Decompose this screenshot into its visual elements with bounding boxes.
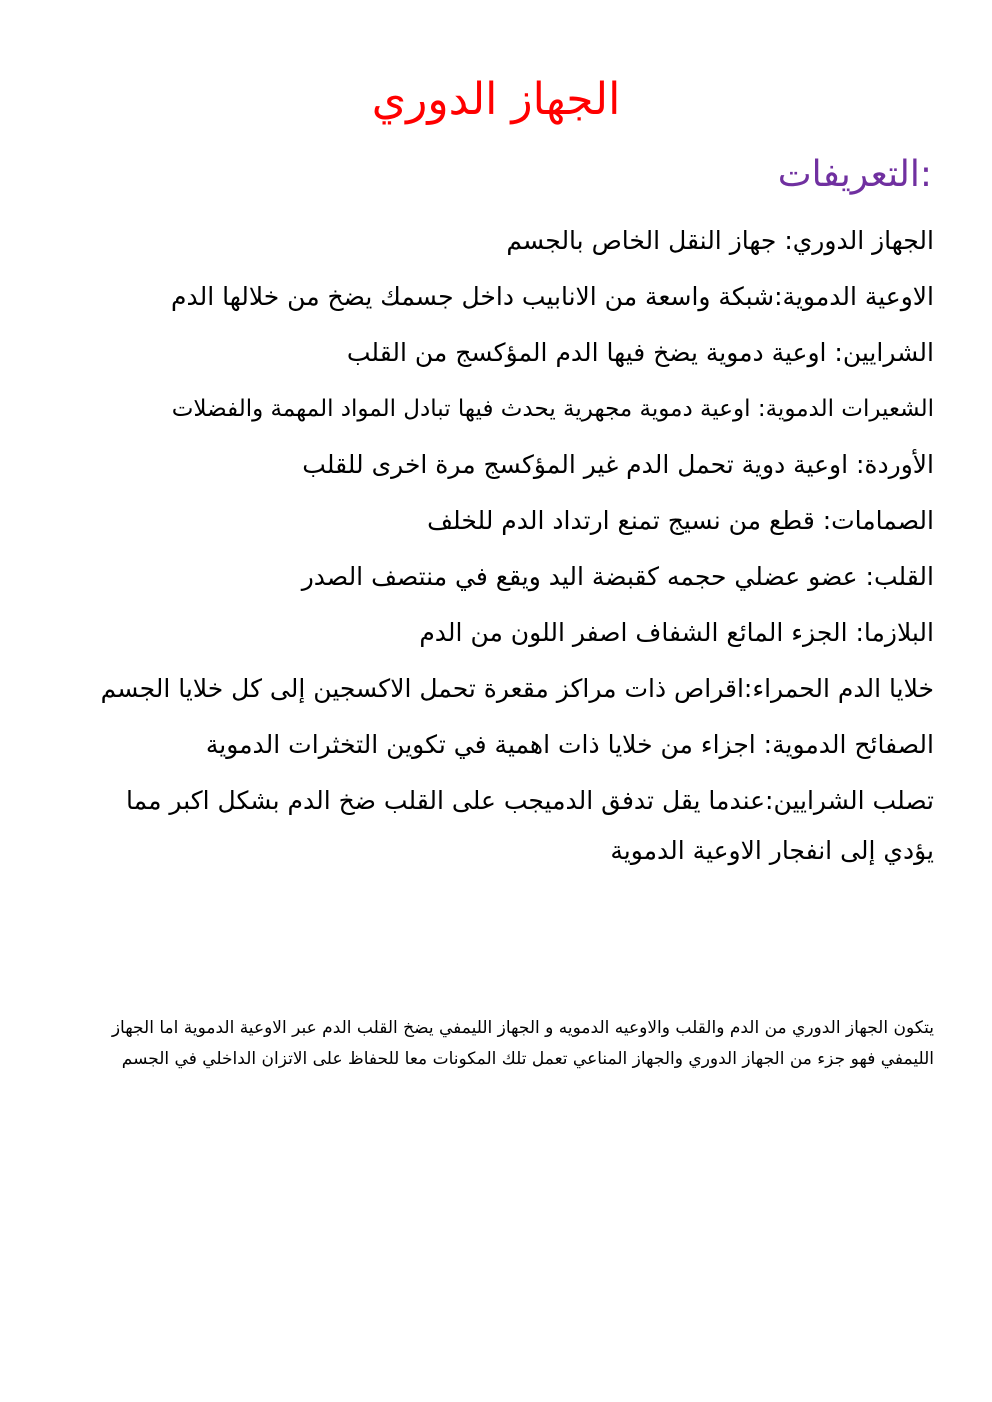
definition-item: خلايا الدم الحمراء:اقراص ذات مراكز مقعرة تحمل الاكسجين إلى كل خلايا الجسم <box>100 674 934 703</box>
page-title: الجهاز الدوري <box>371 74 621 125</box>
definitions-list <box>74 216 934 882</box>
definition-item: البلازما: الجزء المائع الشفاف اصفر اللون من الدم <box>419 618 934 647</box>
summary-paragraph: يتكون الجهاز الدوري من الدم والقلب والاوعيه الدمويه و الجهاز الليمفي يضخ القلب الدم عبر الاوعية الدموية اما الجهاز الليمفي فهو جزء من الجهاز الدوري والجهاز المناعي تعمل تلك المكونات معا للحفاظ على الاتزان الداخلي في الجسم <box>111 1018 934 1069</box>
definition-item: الشرايين: اوعية دموية يضخ فيها الدم المؤكسج من القلب <box>346 338 934 367</box>
definition-item: الصفائح الدموية: اجزاء من خلايا ذات اهمية في تكوين التخثرات الدموية <box>205 730 934 759</box>
definition-item: تصلب الشرايين:عندما يقل تدفق الدميجب على القلب ضخ الدم بشكل اكبر مما يؤدي إلى انفجار الاوعية الدموية <box>126 786 934 865</box>
definition-item: الاوعية الدموية:شبكة واسعة من الانابيب داخل جسمك يضخ من خلالها الدم <box>170 282 934 311</box>
definition-item: الصمامات: قطع من نسيج تمنع ارتداد الدم للخلف <box>427 506 934 535</box>
definition-item: القلب: عضو عضلي حجمه كقبضة اليد ويقع في منتصف الصدر <box>301 562 934 591</box>
definition-item: الأوردة: اوعية دوية تحمل الدم غير المؤكسج مرة اخرى للقلب <box>302 450 934 479</box>
section-heading: :التعريفات <box>777 154 932 195</box>
definition-item: الشعيرات الدموية: اوعية دموية مجهرية يحدث فيها تبادل المواد المهمة والفضلات <box>171 396 934 422</box>
definition-item: الجهاز الدوري: جهاز النقل الخاص بالجسم <box>506 226 934 255</box>
